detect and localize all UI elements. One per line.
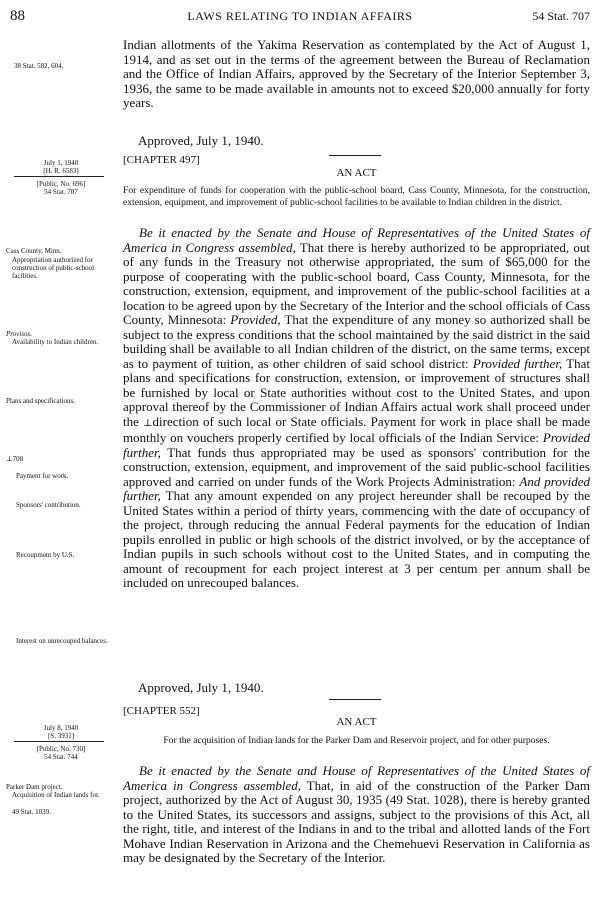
page-number: 88	[10, 8, 25, 24]
statute-citation: 54 Stat. 707	[532, 9, 590, 23]
margin-note-interest: Interest on unrecouped balances.	[16, 637, 108, 645]
chapter-label-552: [CHAPTER 552]	[123, 705, 200, 717]
margin-date: July 1, 1940	[43, 159, 79, 167]
proviso-3: Provided further,	[123, 430, 590, 460]
running-header	[10, 8, 590, 26]
margin-note-payment: Payment for work.	[16, 472, 69, 480]
act-purpose-552: For the acquisition of Indian lands for the Parker Dam and Reservoir project, and for other purposes.	[163, 735, 550, 746]
margin-note-acquisition: Acquisition of Indian lands for.	[12, 791, 100, 799]
act-heading-552: AN ACT	[336, 716, 377, 728]
proviso-2: Provided further,	[472, 355, 563, 371]
margin-note-stat: 38 Stat. 582, 604.	[14, 62, 64, 70]
proviso-1: Provided,	[230, 312, 281, 327]
margin-note-cass: Cass County, Minn.	[6, 247, 62, 255]
proviso-4: And provided further,	[123, 473, 591, 503]
margin-stat-552: 54 Stat. 744	[44, 753, 78, 761]
running-title: LAWS RELATING TO INDIAN AFFAIRS	[187, 9, 413, 23]
act-heading: AN ACT	[336, 167, 377, 179]
margin-stat: 54 Stat. 707	[44, 188, 78, 196]
margin-note-approp: Appropriation authorized for construction of public-school facilities.	[12, 256, 95, 280]
margin-public-law-552: [Public, No. 730]	[36, 745, 86, 753]
margin-note-availability: Availability to Indian children.	[12, 338, 99, 346]
enacting-clause-552: Be it enacted by the Senate and House of Representatives of the United States of America in Congress assembled,	[123, 763, 590, 793]
body-552: That, in aid of the construction of the Parker Dam project, authorized by the Act of August 30, 1935 (49 Stat. 1028), there is hereby granted to the United States, its successors and assigns, subject to the provisions of this Act, all the right, title, and interest of the Indians in and to the tribal and allotted lands of the Fort Mohave Indian Reservation in Arizona and the Chemehuevi Reservation in California as may be designated by the Secretary of the Interior.	[123, 777, 590, 865]
margin-note-page-708: ⊥708	[6, 455, 24, 463]
continued-text: Indian allotments of the Yakima Reservation as contemplated by the Act of August 1, 1914, and as set out in the terms of the agreement between the Bureau of Reclamation and the Office of Indian Affairs, approved by the Secretary of the Interior September 3, 1936, the same to be made available in amounts not to exceed $20,000 annually for forty years.	[123, 37, 590, 110]
section-rule-552	[329, 699, 381, 700]
margin-note-parker: Parker Dam project.	[6, 783, 63, 791]
chapter-label: [CHAPTER 497]	[123, 154, 200, 166]
margin-note-sponsors: Sponsors' contribution.	[16, 501, 81, 509]
margin-bill: [H. R. 6583]	[43, 167, 79, 175]
margin-date-552: July 8, 1940	[43, 724, 79, 732]
body-part-4: direction of such local or State officials. Payment for work in place shall be made monthly on vouchers properly certified by local officials of the Indian Service:	[123, 413, 590, 445]
body-part-5: That funds thus appropriated may be used as sponsors' contribution for the construction, extension, equipment, and improvement of the said public-school facilities approved and carried on under funds of the Work Projects Administration:	[123, 444, 590, 489]
body-part-6: That any amount expended on any project hereunder shall be recouped by the United States within a period of thirty years, commencing with the date of occupancy of the project, through reducing the annual Federal payments for the education of Indian pupils enrolled in public or high schools of the district involved, or by the acceptance of Indian pupils in such schools without cost to the United States, and in computing the amount of recoupment for each project interest at 3 per centum per annum shall be included on unrecouped balances.	[123, 488, 590, 590]
act-body-552	[123, 764, 590, 866]
page-marker: ⊥	[143, 417, 153, 429]
body-part-1: That there is hereby authorized to be appropriated, out of any funds in the Treasury not otherwise appropriated, the sum of $65,000 for the purpose of cooperating with the public-school board, Cass County, Minnesota, for the construction, extension, equipment, and improvement of the public-school facilities at a location to be agreed upon by the Secretary of the Interior and the school officials of Cass County, Minnesota:	[123, 239, 590, 327]
approved-line-497: Approved, July 1, 1940.	[138, 680, 264, 695]
section-rule	[329, 155, 381, 156]
margin-rule-552	[14, 741, 104, 742]
body-part-2: That the expenditure of any money so authorized shall be subject to the express conditions that the school maintained by the said district in the said building shall be available to all Indian children of the district, on the same terms, except as to payment of tuition, as other children of said school district:	[123, 312, 591, 371]
margin-note-recoupment: Recoupment by U.S.	[16, 551, 75, 559]
margin-note-49-stat: 49 Stat. 1039.	[12, 808, 51, 816]
approved-line: Approved, July 1, 1940.	[138, 133, 264, 148]
body-part-3: That plans and specifications for construction, extension, or improvement of structures shall be furnished by local or State authorities without cost to the United States, and upon approval thereof by the Commissioner of Indian Affairs actual work shall proceed under the	[123, 355, 591, 429]
margin-bill-552: [S. 3931]	[47, 732, 75, 740]
margin-note-provisos: Provisos.	[6, 330, 32, 338]
margin-rule	[14, 176, 104, 177]
enacting-clause: Be it enacted by the Senate and House of Representatives of the United States of America in Congress assembled,	[123, 225, 590, 255]
act-purpose: For expenditure of funds for cooperation with the public-school board, Cass County, Minnesota, for the construction, extension, equipment, and improvement of public-school facilities to be available to Indian children in the district.	[123, 185, 590, 208]
margin-note-plans: Plans and specifications.	[6, 397, 76, 405]
margin-public-law: [Public, No. 696]	[36, 180, 86, 188]
act-body	[123, 226, 590, 591]
